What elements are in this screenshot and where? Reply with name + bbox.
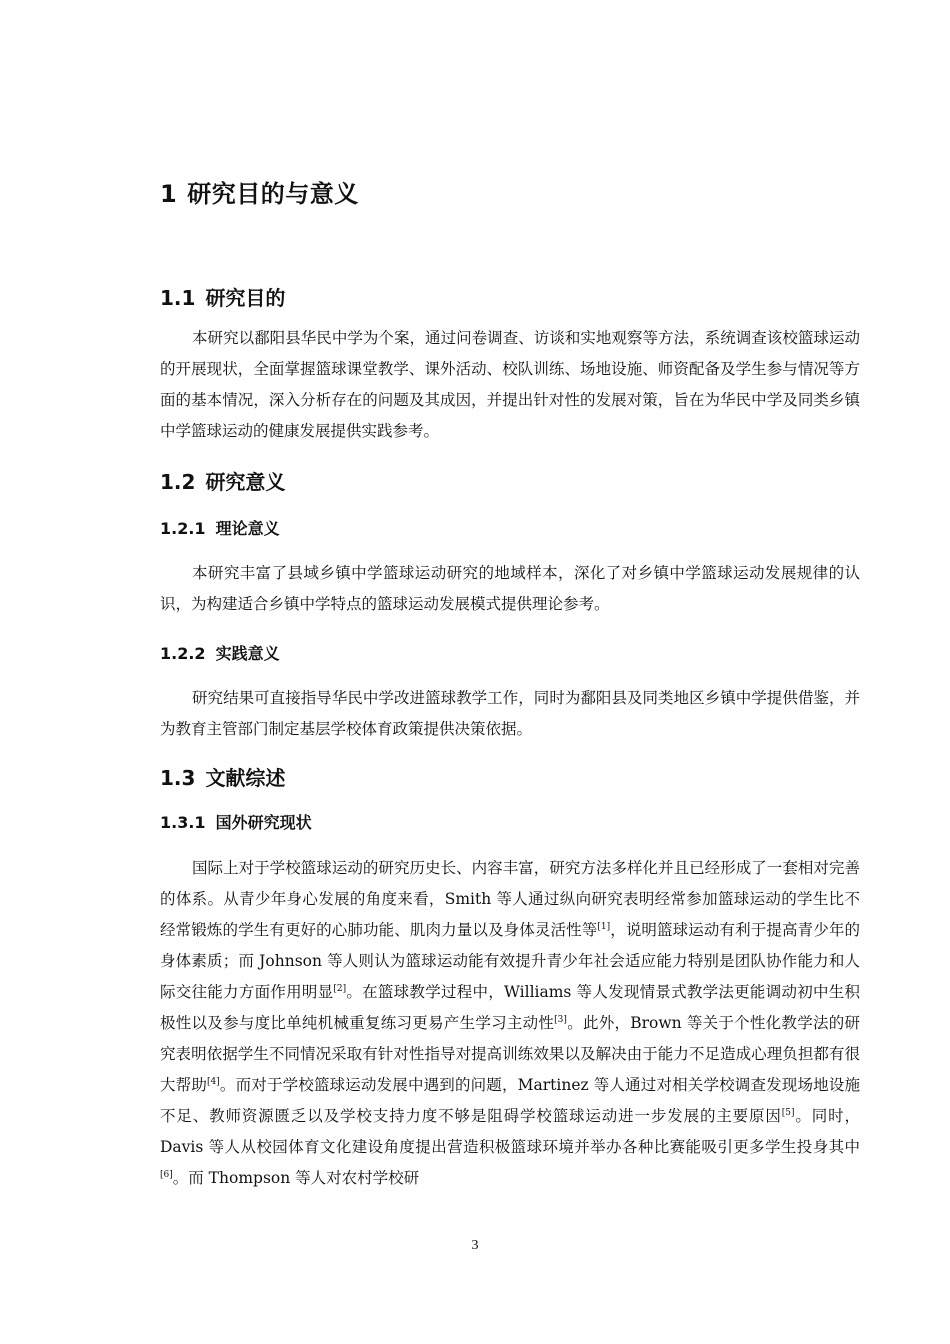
subsection-title: 理论意义: [215, 519, 280, 538]
citation-ref: [4]: [207, 1076, 220, 1087]
section-heading-1-3: [160, 762, 285, 791]
section-number: 1.3: [160, 766, 196, 790]
subsection-heading-1-2-1: [160, 516, 280, 539]
subsection-number: 1.3.1: [160, 813, 206, 832]
citation-ref: [2]: [333, 983, 347, 994]
citation-ref: [3]: [554, 1014, 567, 1025]
section-number: 1.2: [160, 470, 196, 494]
section-title: 文献综述: [205, 766, 286, 790]
section-title: 研究意义: [205, 470, 286, 494]
text-segment: ，说明篮球运动有利于提高青少年的身体素质；而 Johnson 等人则认为篮球运动能有效提升青少年社会适应能力特别是团队协作能力和人际交往能力方面作用明显: [160, 921, 860, 1001]
subsection-number: 1.2.2: [160, 644, 206, 663]
text-segment: 。此外，Brown 等关于个性化教学法的研究表明依据学生不同情况采取有针对性指导对提高训练效果以及解决由于能力不足造成心理负担都有很大帮助: [160, 1014, 860, 1094]
paragraph-research-purpose: 本研究以鄱阳县华民中学为个案，通过问卷调查、访谈和实地观察等方法，系统调查该校篮球运动的开展现状，全面掌握篮球课堂教学、课外活动、校队训练、场地设施、师资配备及学生参与情况等方面的基本情况，深入分析存在的问题及其成因，并提出针对性的发展对策，旨在为华民中学及同类乡镇中学篮球运动的健康发展提供实践参考。: [160, 329, 860, 440]
citation-ref: [6]: [160, 1169, 173, 1180]
citation-ref: [1]: [597, 921, 611, 932]
page-number: 3: [471, 1238, 479, 1253]
text-segment: 国际上对于学校篮球运动的研究历史长、内容丰富，研究方法多样化并且已经形成了一套相对完善的体系。从青少年身心发展的角度来看，Smith 等人通过纵向研究表明经常参加篮球运动的学生比不经常锻炼的学生有更好的心肺功能、肌肉力量以及身体灵活性等: [160, 859, 860, 939]
section-heading-1-2: [160, 466, 285, 495]
text-segment: 。而 Thompson 等人对农村学校研: [172, 1169, 420, 1187]
subsection-title: 国外研究现状: [215, 813, 312, 832]
section-heading-1-1: [160, 282, 285, 311]
subsection-heading-1-2-2: [160, 641, 280, 664]
section-number: 1.1: [160, 286, 196, 310]
chapter-title: 研究目的与意义: [187, 180, 359, 208]
section-title: 研究目的: [205, 286, 286, 310]
subsection-number: 1.2.1: [160, 519, 206, 538]
text-segment: 。同时，Davis 等人从校园体育文化建设角度提出营造积极篮球环境并举办各种比赛能吸引更多学生投身其中: [160, 1107, 860, 1156]
citation-ref: [5]: [781, 1107, 795, 1118]
text-segment: 。而对于学校篮球运动发展中遇到的问题，Martinez 等人通过对相关学校调查发现场地设施不足、教师资源匮乏以及学校支持力度不够是阻碍学校篮球运动进一步发展的主要原因: [160, 1076, 860, 1125]
subsection-heading-1-3-1: [160, 810, 312, 833]
chapter-number: 1: [160, 180, 178, 208]
paragraph-theoretical-significance: 本研究丰富了县域乡镇中学篮球运动研究的地域样本，深化了对乡镇中学篮球运动发展规律的认识，为构建适合乡镇中学特点的篮球运动发展模式提供理论参考。: [160, 564, 860, 613]
paragraph-foreign-research: [160, 853, 860, 1194]
chapter-heading: [160, 174, 359, 209]
subsection-title: 实践意义: [215, 644, 280, 663]
text-segment: 。在篮球教学过程中，Williams 等人发现情景式教学法更能调动初中生积极性以及参与度比单纯机械重复练习更易产生学习主动性: [160, 983, 860, 1032]
paragraph-practical-significance: 研究结果可直接指导华民中学改进篮球教学工作，同时为鄱阳县及同类地区乡镇中学提供借鉴，并为教育主管部门制定基层学校体育政策提供决策依据。: [160, 689, 860, 738]
